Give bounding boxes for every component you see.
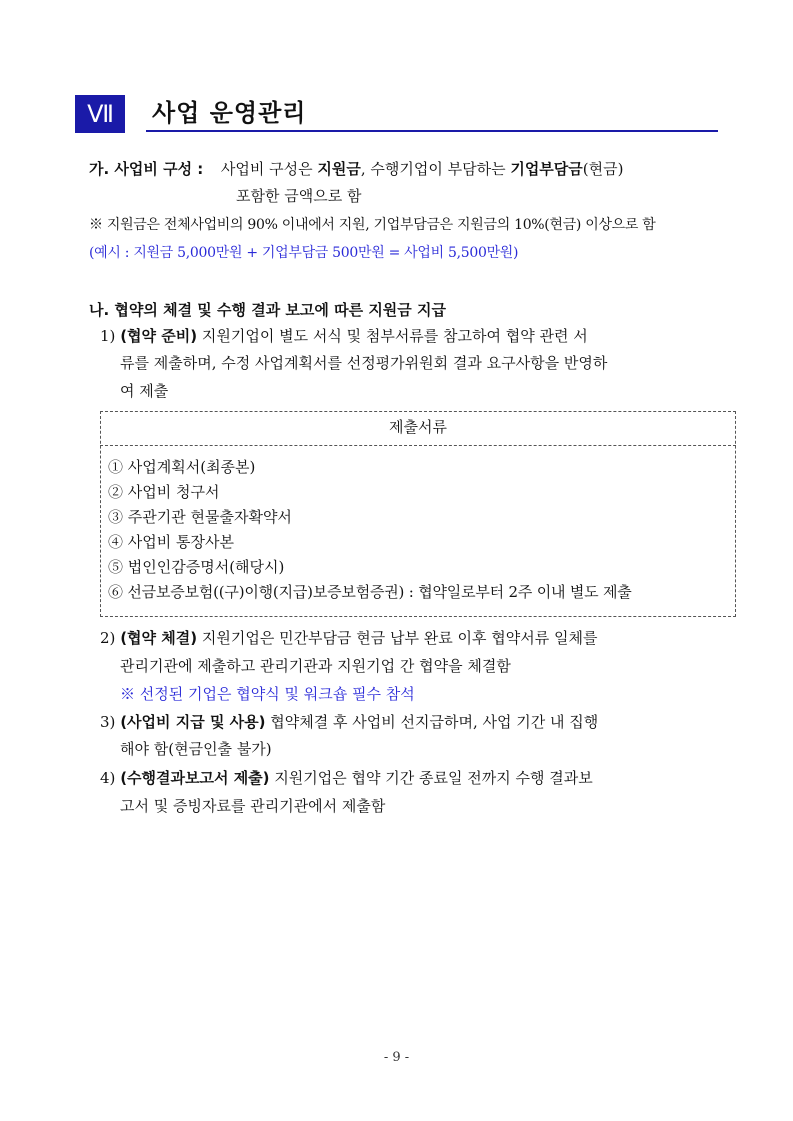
- na-item1-line1: [100, 325, 588, 347]
- document-item: ④ 사업비 통장사본: [108, 533, 234, 551]
- na-item4-line1: [100, 767, 593, 789]
- na-item4-text1: 지원기업은 협약 기간 종료일 전까지 수행 결과보: [269, 769, 593, 787]
- na-item2-note: ※ 선정된 기업은 협약식 및 워크숍 필수 참석: [120, 685, 415, 703]
- na-item4-num: 4): [100, 769, 116, 787]
- na-item3-num: 3): [100, 713, 116, 731]
- documents-header-divider: [100, 445, 736, 446]
- document-item: ① 사업계획서(최종본): [108, 458, 256, 476]
- documents-header: 제출서류: [389, 418, 447, 436]
- na-item2-line2: 관리기관에 제출하고 관리기관과 지원기업 간 협약을 체결함: [120, 657, 511, 675]
- na-item1-head: (협약 준비): [120, 327, 198, 345]
- ga-note: ※ 지원금은 전체사업비의 90% 이내에서 지원, 기업부담금은 지원금의 10%(현금) 이상으로 함: [89, 217, 656, 233]
- ga-label: 가. 사업비 구성 :: [89, 160, 204, 178]
- ga-text-post: (현금): [582, 160, 624, 178]
- ga-text-pre: 사업비 구성은: [220, 160, 318, 178]
- ga-line-1: [89, 158, 623, 180]
- na-item2-num: 2): [100, 629, 116, 647]
- ga-bold-support: 지원금: [317, 160, 361, 178]
- na-item4-head: (수행결과보고서 제출): [120, 769, 270, 787]
- ga-line-2: 포함한 금액으로 함: [236, 187, 362, 205]
- document-item: ② 사업비 청구서: [108, 483, 220, 501]
- na-item2-head: (협약 체결): [120, 629, 198, 647]
- section-underline: [146, 130, 718, 132]
- na-item1-text1: 지원기업이 별도 서식 및 첨부서류를 참고하여 협약 관련 서: [197, 327, 588, 345]
- na-item2-text1: 지원기업은 민간부담금 현금 납부 완료 이후 협약서류 일체를: [197, 629, 598, 647]
- na-item1-num: 1): [100, 327, 116, 345]
- na-item3-line1: [100, 711, 598, 733]
- na-item1-line3: 여 제출: [120, 382, 169, 400]
- na-item2-line1: [100, 627, 598, 649]
- na-item1-line2: 류를 제출하며, 수정 사업계획서를 선정평가위원회 결과 요구사항을 반영하: [120, 354, 608, 372]
- section-title: 사업 운영관리: [152, 99, 307, 127]
- ga-example: (예시 : 지원금 5,000만원 + 기업부담금 500만원 = 사업비 5,500만원): [89, 245, 519, 261]
- ga-bold-company-share: 기업부담금: [510, 160, 583, 178]
- document-item: ⑥ 선금보증보험((구)이행(지급)보증보험증권) : 협약일로부터 2주 이내 별도 제출: [108, 583, 632, 601]
- page-number: - 9 -: [383, 1050, 410, 1065]
- document-item: ③ 주관기관 현물출자확약서: [108, 508, 292, 526]
- document-item: ⑤ 법인인감증명서(해당시): [108, 558, 285, 576]
- na-item3-line2: 해야 함(현금인출 불가): [120, 740, 272, 758]
- na-item3-text1: 협약체결 후 사업비 선지급하며, 사업 기간 내 집행: [265, 713, 599, 731]
- na-item4-line2: 고서 및 증빙자료를 관리기관에서 제출함: [120, 797, 386, 815]
- na-title: 나. 협약의 체결 및 수행 결과 보고에 따른 지원금 지급: [89, 301, 446, 319]
- ga-text-mid: , 수행기업이 부담하는: [360, 160, 511, 178]
- na-item3-head: (사업비 지급 및 사용): [120, 713, 266, 731]
- section-number-badge: Ⅶ: [75, 95, 125, 133]
